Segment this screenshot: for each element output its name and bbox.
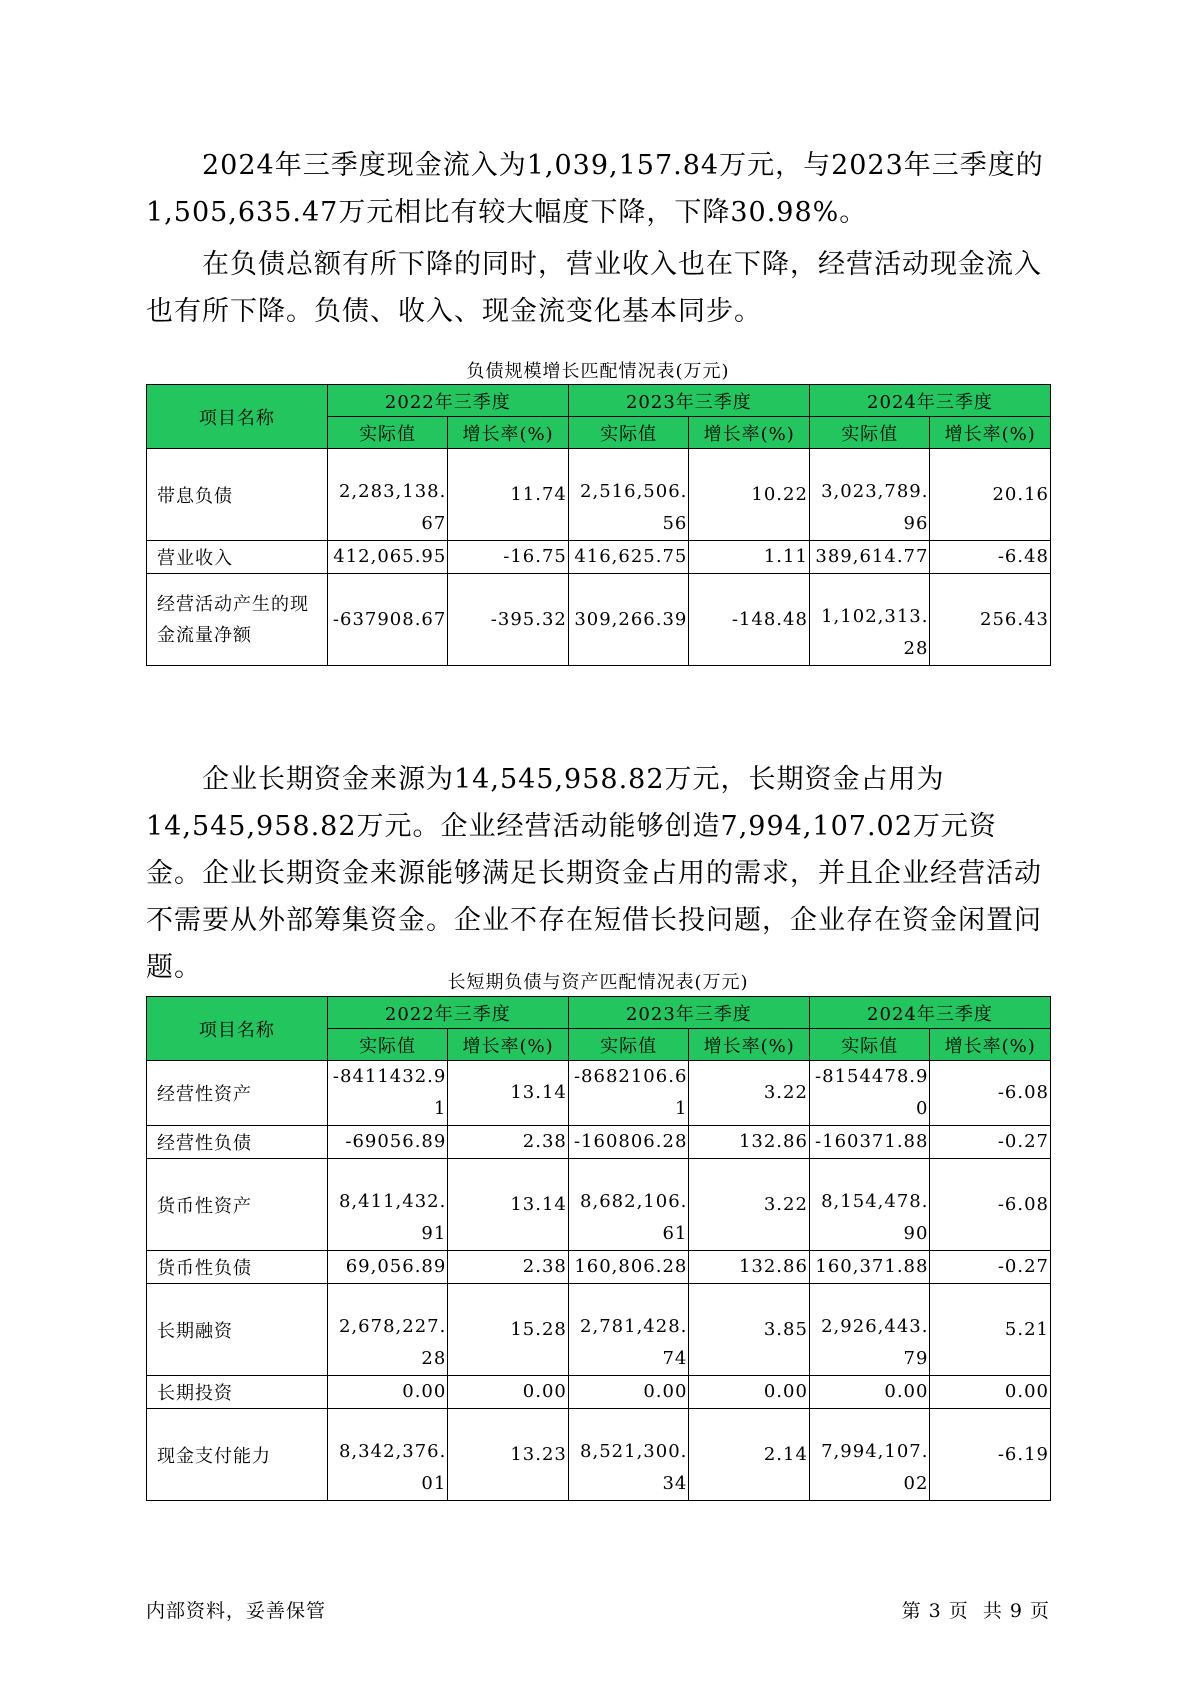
cell-actual-2023: 160,806.28 — [568, 1251, 689, 1284]
cell-actual-2024: 8,154,478.90 — [809, 1159, 930, 1251]
debt-growth-table — [146, 384, 1051, 666]
cell-actual-2024: 3,023,789.96 — [809, 449, 930, 541]
cell-growth-2024: 0.00 — [930, 1376, 1051, 1409]
cell-growth-2024: -0.27 — [930, 1126, 1051, 1159]
table2-caption: 长短期负债与资产匹配情况表(万元) — [447, 972, 749, 993]
header-actual-2024: 实际值 — [809, 417, 930, 449]
cell-growth-2023: 1.11 — [689, 541, 810, 574]
table-row — [147, 574, 1051, 666]
cell-actual-2023: -160806.28 — [568, 1126, 689, 1159]
cell-growth-2024: 20.16 — [930, 449, 1051, 541]
table-row — [147, 1126, 1051, 1159]
cell-actual-2022: -8411432.91 — [327, 1061, 448, 1126]
paragraph-cash-inflow: 2024年三季度现金流入为1,039,157.84万元，与2023年三季度的1,505,635.47万元相比有较大幅度下降，下降30.98%。 — [146, 150, 1044, 228]
header-actual-2023: 实际值 — [568, 417, 689, 449]
cell-actual-2022: 69,056.89 — [327, 1251, 448, 1284]
row-label: 现金支付能力 — [147, 1409, 328, 1501]
footer-page-number: 第 3 页 共 9 页 — [901, 1600, 1050, 1622]
cell-actual-2022: 412,065.95 — [327, 541, 448, 574]
cell-growth-2022: 15.28 — [448, 1284, 569, 1376]
cell-growth-2022: 2.38 — [448, 1126, 569, 1159]
cell-actual-2024: 389,614.77 — [809, 541, 930, 574]
cell-growth-2024: -6.48 — [930, 541, 1051, 574]
header-actual-2023: 实际值 — [568, 1029, 689, 1061]
header-actual-2022: 实际值 — [327, 1029, 448, 1061]
table-row — [147, 1251, 1051, 1284]
cell-actual-2024: -8154478.90 — [809, 1061, 930, 1126]
header-period-2022: 2022年三季度 — [327, 997, 568, 1029]
header-growth-2024: 增长率(%) — [930, 417, 1051, 449]
table-row — [147, 449, 1051, 541]
cell-growth-2023: 10.22 — [689, 449, 810, 541]
row-label: 长期融资 — [147, 1284, 328, 1376]
cell-growth-2023: -148.48 — [689, 574, 810, 666]
row-label: 带息负债 — [147, 449, 328, 541]
header-growth-2023: 增长率(%) — [689, 417, 810, 449]
cell-actual-2022: 8,342,376.01 — [327, 1409, 448, 1501]
table-row — [147, 1159, 1051, 1251]
cell-actual-2023: 416,625.75 — [568, 541, 689, 574]
cell-growth-2022: 2.38 — [448, 1251, 569, 1284]
header-actual-2022: 实际值 — [327, 417, 448, 449]
cell-actual-2023: 8,521,300.34 — [568, 1409, 689, 1501]
cell-growth-2024: -6.08 — [930, 1061, 1051, 1126]
header-growth-2022: 增长率(%) — [448, 1029, 569, 1061]
header-growth-2024: 增长率(%) — [930, 1029, 1051, 1061]
cell-growth-2023: 0.00 — [689, 1376, 810, 1409]
row-label: 经营活动产生的现金流量净额 — [147, 574, 328, 666]
cell-actual-2022: 2,283,138.67 — [327, 449, 448, 541]
cell-growth-2024: 5.21 — [930, 1284, 1051, 1376]
cell-actual-2023: 309,266.39 — [568, 574, 689, 666]
row-label: 营业收入 — [147, 541, 328, 574]
cell-growth-2022: 11.74 — [448, 449, 569, 541]
cell-actual-2024: -160371.88 — [809, 1126, 930, 1159]
cell-growth-2022: 13.14 — [448, 1159, 569, 1251]
table-row — [147, 1409, 1051, 1501]
cell-growth-2024: -6.08 — [930, 1159, 1051, 1251]
header-growth-2023: 增长率(%) — [689, 1029, 810, 1061]
cell-actual-2022: 0.00 — [327, 1376, 448, 1409]
header-item-name: 项目名称 — [147, 385, 328, 449]
table-row — [147, 1284, 1051, 1376]
header-item-name: 项目名称 — [147, 997, 328, 1061]
footer-confidential-note: 内部资料，妥善保管 — [146, 1600, 327, 1622]
cell-actual-2023: -8682106.61 — [568, 1061, 689, 1126]
cell-actual-2024: 7,994,107.02 — [809, 1409, 930, 1501]
cell-growth-2022: -395.32 — [448, 574, 569, 666]
row-label: 长期投资 — [147, 1376, 328, 1409]
cell-actual-2023: 0.00 — [568, 1376, 689, 1409]
cell-actual-2022: -637908.67 — [327, 574, 448, 666]
cell-growth-2022: -16.75 — [448, 541, 569, 574]
cell-growth-2022: 13.14 — [448, 1061, 569, 1126]
row-label: 经营性资产 — [147, 1061, 328, 1126]
cell-growth-2024: -0.27 — [930, 1251, 1051, 1284]
cell-actual-2023: 2,781,428.74 — [568, 1284, 689, 1376]
table1-caption: 负债规模增长匹配情况表(万元) — [466, 361, 730, 382]
cell-actual-2024: 160,371.88 — [809, 1251, 930, 1284]
cell-growth-2023: 2.14 — [689, 1409, 810, 1501]
cell-actual-2022: -69056.89 — [327, 1126, 448, 1159]
cell-growth-2024: 256.43 — [930, 574, 1051, 666]
cell-growth-2024: -6.19 — [930, 1409, 1051, 1501]
cell-actual-2024: 2,926,443.79 — [809, 1284, 930, 1376]
row-label: 经营性负债 — [147, 1126, 328, 1159]
header-actual-2024: 实际值 — [809, 1029, 930, 1061]
header-period-2024: 2024年三季度 — [809, 997, 1050, 1029]
cell-growth-2022: 13.23 — [448, 1409, 569, 1501]
table-row — [147, 1376, 1051, 1409]
cell-actual-2023: 2,516,506.56 — [568, 449, 689, 541]
cell-growth-2023: 132.86 — [689, 1251, 810, 1284]
cell-actual-2022: 2,678,227.28 — [327, 1284, 448, 1376]
cell-growth-2023: 3.22 — [689, 1061, 810, 1126]
cell-growth-2022: 0.00 — [448, 1376, 569, 1409]
paragraph-debt-revenue: 在负债总额有所下降的同时，营业收入也在下降，经营活动现金流入也有所下降。负债、收入、现金流变化基本同步。 — [146, 249, 1042, 327]
cell-actual-2023: 8,682,106.61 — [568, 1159, 689, 1251]
table-row — [147, 1061, 1051, 1126]
cell-actual-2022: 8,411,432.91 — [327, 1159, 448, 1251]
cell-growth-2023: 3.22 — [689, 1159, 810, 1251]
cell-growth-2023: 3.85 — [689, 1284, 810, 1376]
row-label: 货币性负债 — [147, 1251, 328, 1284]
header-growth-2022: 增长率(%) — [448, 417, 569, 449]
header-period-2022: 2022年三季度 — [327, 385, 568, 417]
table-row — [147, 541, 1051, 574]
row-label: 货币性资产 — [147, 1159, 328, 1251]
header-period-2024: 2024年三季度 — [809, 385, 1050, 417]
cell-growth-2023: 132.86 — [689, 1126, 810, 1159]
cell-actual-2024: 0.00 — [809, 1376, 930, 1409]
cell-actual-2024: 1,102,313.28 — [809, 574, 930, 666]
header-period-2023: 2023年三季度 — [568, 997, 809, 1029]
asset-liability-table — [146, 996, 1051, 1501]
paragraph-long-term-funds: 企业长期资金来源为14,545,958.82万元，长期资金占用为14,545,958.82万元。企业经营活动能够创造7,994,107.02万元资金。企业长期资金来源能够满足长期资金占用的需求，并且企业经营活动不需要从外部筹集资金。企业不存在短借长投问题，企业存在资金闲置问题。 — [146, 764, 1042, 983]
header-period-2023: 2023年三季度 — [568, 385, 809, 417]
